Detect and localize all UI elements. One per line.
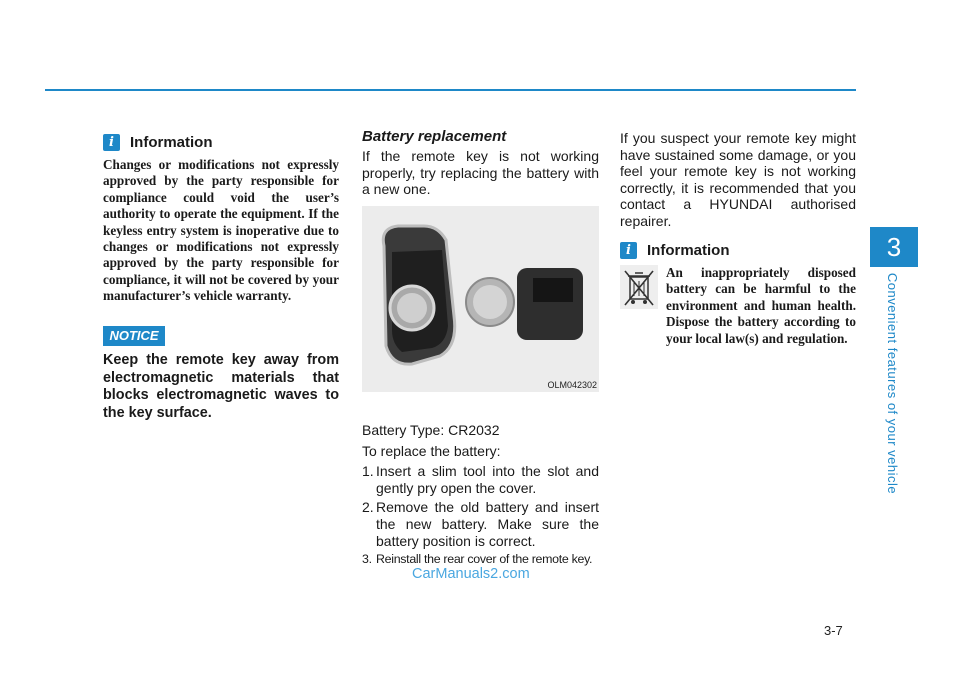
remote-key-illustration [362,206,599,392]
battery-steps [362,422,599,568]
battery-figure [362,206,599,392]
list-item: 1. Insert a slim tool into the slot and gently pry open the cover. [362,463,599,496]
suspect-damage-text: If you suspect your remote key might have sustained some damage, or you feel your remote key is not working correctly, it is recommended that you contact a HYUNDAI authorised repairer. [620,130,856,229]
chapter-side-title [882,268,904,498]
info-title-right: Information [647,242,730,259]
battery-type: Battery Type: CR2032 [362,422,500,438]
notice-badge: NOTICE [103,326,165,346]
battery-intro: If the remote key is not working properly, try replacing the battery with a new one. [362,148,599,198]
chapter-tab[interactable]: 3 [870,227,918,267]
list-item: 2. Remove the old battery and insert the new battery. Make sure the battery position is correct. [362,499,599,549]
info-text-left: Changes or modifications not expressly approved by the party responsible for compliance could void the user’s authority to operate the equipment. If the keyless entry system is inoperative due to changes or modifications not expressly approved by the party responsible for compliance, it will not be covered by your manufacturer’s vehicle warranty. [103,157,339,304]
watermark[interactable]: CarManuals2.com [412,566,530,582]
info-heading-left [103,134,213,151]
disposal-info-text: An inappropriately disposed battery can be harmful to the environment and human health. Dispose the battery according to your local law(s) and regulation. [666,265,856,346]
info-title-left: Information [130,134,213,151]
info-icon: i [620,242,637,259]
notice-text: Keep the remote key away from electromagnetic materials that blocks electromagnetic waves to the key surface. [103,352,339,421]
list-item: 3. Reinstall the rear cover of the remote key. [362,552,593,567]
info-icon: i [103,134,120,151]
section-title: Battery replacement [362,128,507,145]
page-number: 3-7 [824,623,843,638]
header-rule [45,89,856,91]
chapter-title-text: Convenient features of your vehicle [885,272,901,494]
crossed-bin-icon [620,265,658,309]
replace-intro: To replace the battery: [362,442,501,459]
info-heading-right [620,242,730,259]
figure-code: OLM042302 [547,380,597,390]
